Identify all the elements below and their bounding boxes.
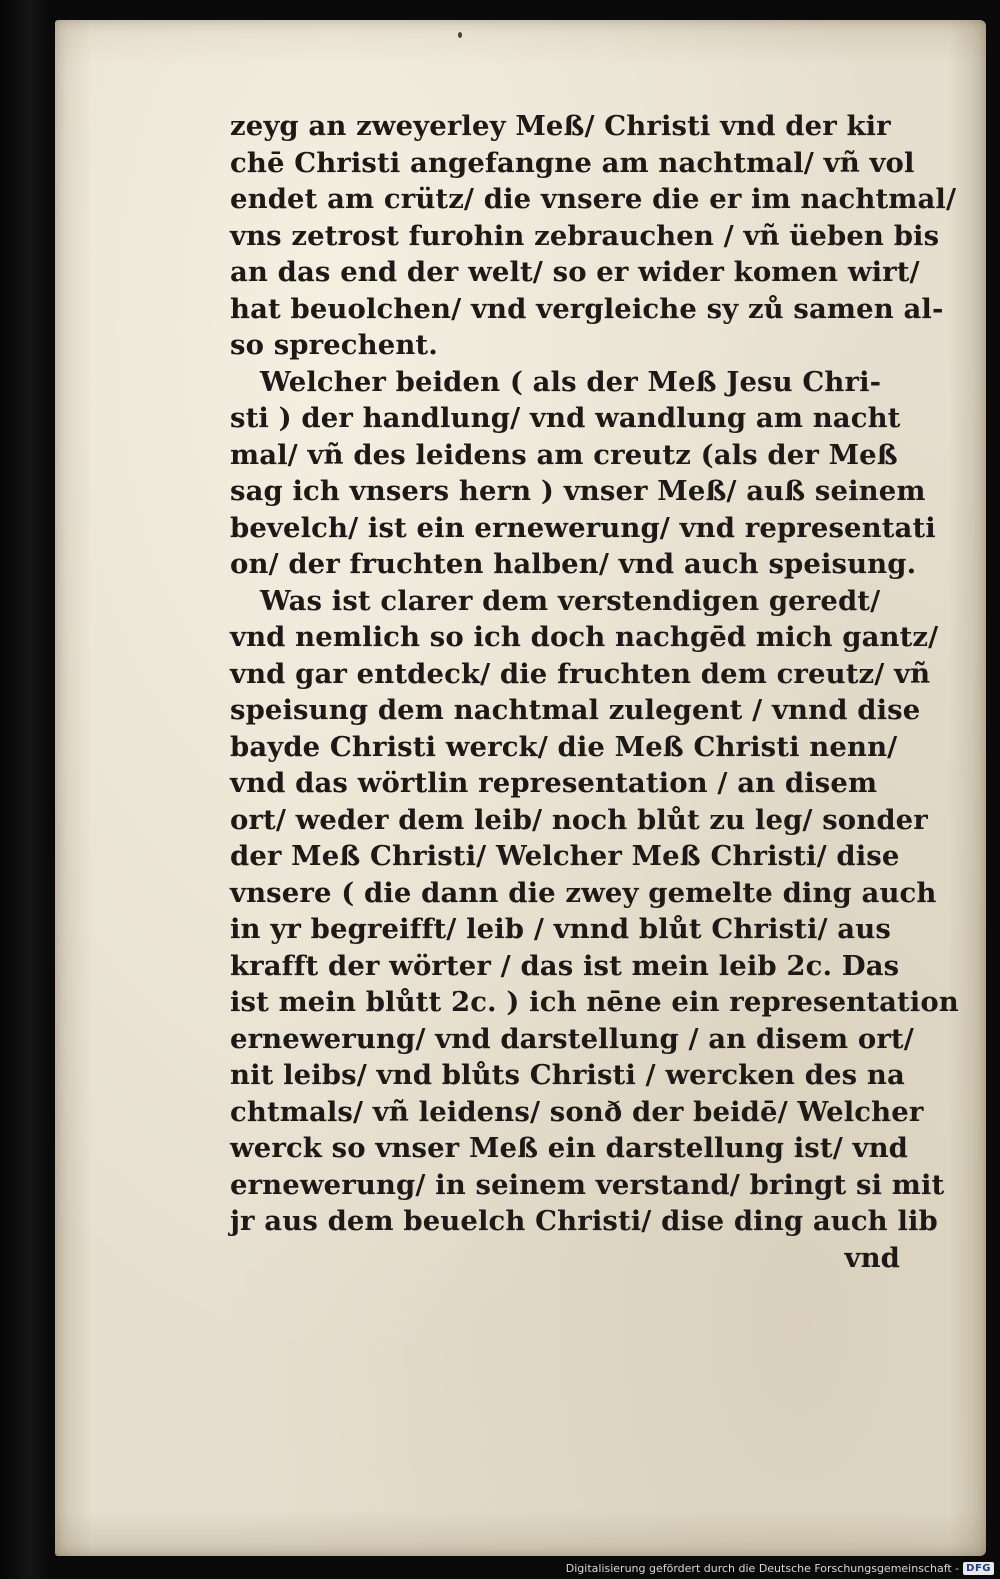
text-line-5: an das end der welt/ so er wider komen wirt/ — [230, 256, 920, 288]
text-line-26: ernewerung/ vnd darstellung / an disem ort/ — [230, 1022, 914, 1055]
text-line-31: jr aus dem beuelch Christi/ dise ding auch lib — [230, 1205, 938, 1237]
text-line-6: hat beuolchen/ vnd vergleiche sy zů samen al- — [230, 292, 944, 325]
text-line-2: chē Christi angefangne am nachtmal/ vñ vol — [230, 146, 915, 179]
text-line-24: krafft der wörter / das ist mein leib 2c. Das — [230, 949, 900, 982]
text-line-30: ernewerung/ in seinem verstand/ bringt si mit — [230, 1168, 945, 1201]
text-line-12: bevelch/ ist ein ernewerung/ vnd representati — [230, 511, 936, 544]
text-line-25: ist mein blůtt 2c. ) ich nēne ein representation — [230, 986, 959, 1018]
text-line-20: ort/ weder dem leib/ noch blůt zu leg/ sonder — [230, 803, 928, 836]
text-line-17: speisung dem nachtmal zulegent / vnnd dise — [230, 694, 921, 726]
dfg-logo: DFG — [963, 1562, 994, 1575]
text-line-8: Welcher beiden ( als der Meß Jesu Chri- — [260, 365, 882, 398]
footer-credit: Digitalisierung gefördert durch die Deutsche Forschungsgemeinschaft - — [565, 1561, 960, 1575]
text-line-10: mal/ vñ des leidens am creutz (als der Meß — [230, 438, 898, 471]
text-line-27: nit leibs/ vnd blůts Christi / wercken des na — [230, 1059, 905, 1091]
text-line-22: vnsere ( die dann die zwey gemelte ding auch — [230, 876, 937, 909]
paper-speck — [458, 32, 462, 38]
text-line-3: endet am crütz/ die vnsere die er im nachtmal/ — [230, 183, 957, 215]
text-line-23: in yr begreifft/ leib / vnnd blůt Christi/ aus — [230, 913, 891, 945]
text-line-13: on/ der fruchten halben/ vnd auch speisung. — [230, 548, 917, 580]
text-line-19: vnd das wörtlin representation / an disem — [230, 767, 878, 799]
text-line-15: vnd nemlich so ich doch nachgēd mich gantz/ — [230, 621, 939, 653]
text-line-29: werck so vnser Meß ein darstellung ist/ vnd — [230, 1132, 909, 1164]
digitization-footer — [566, 1559, 994, 1577]
text-line-11: sag ich vnsers hern ) vnser Meß/ auß seinem — [230, 475, 926, 507]
text-line-1: zeyg an zweyerley Meß/ Christi vnd der kir — [230, 110, 891, 142]
text-line-21: der Meß Christi/ Welcher Meß Christi/ dise — [230, 840, 900, 872]
text-line-4: vns zetrost furohin zebrauchen / vñ üeben bis — [230, 219, 940, 252]
text-line-14: Was ist clarer dem verstendigen geredt/ — [260, 584, 881, 617]
page-text — [230, 108, 959, 1276]
catchword: vnd — [844, 1241, 900, 1274]
text-line-7: so sprechent. — [230, 329, 438, 361]
text-line-28: chtmals/ vñ leidens/ sonð der beidē/ Welcher — [230, 1095, 924, 1128]
text-line-18: bayde Christi werck/ die Meß Christi nenn/ — [230, 730, 898, 763]
text-line-16: vnd gar entdeck/ die fruchten dem creutz/ vñ — [230, 657, 931, 690]
text-line-9: sti ) der handlung/ vnd wandlung am nacht — [230, 402, 901, 434]
